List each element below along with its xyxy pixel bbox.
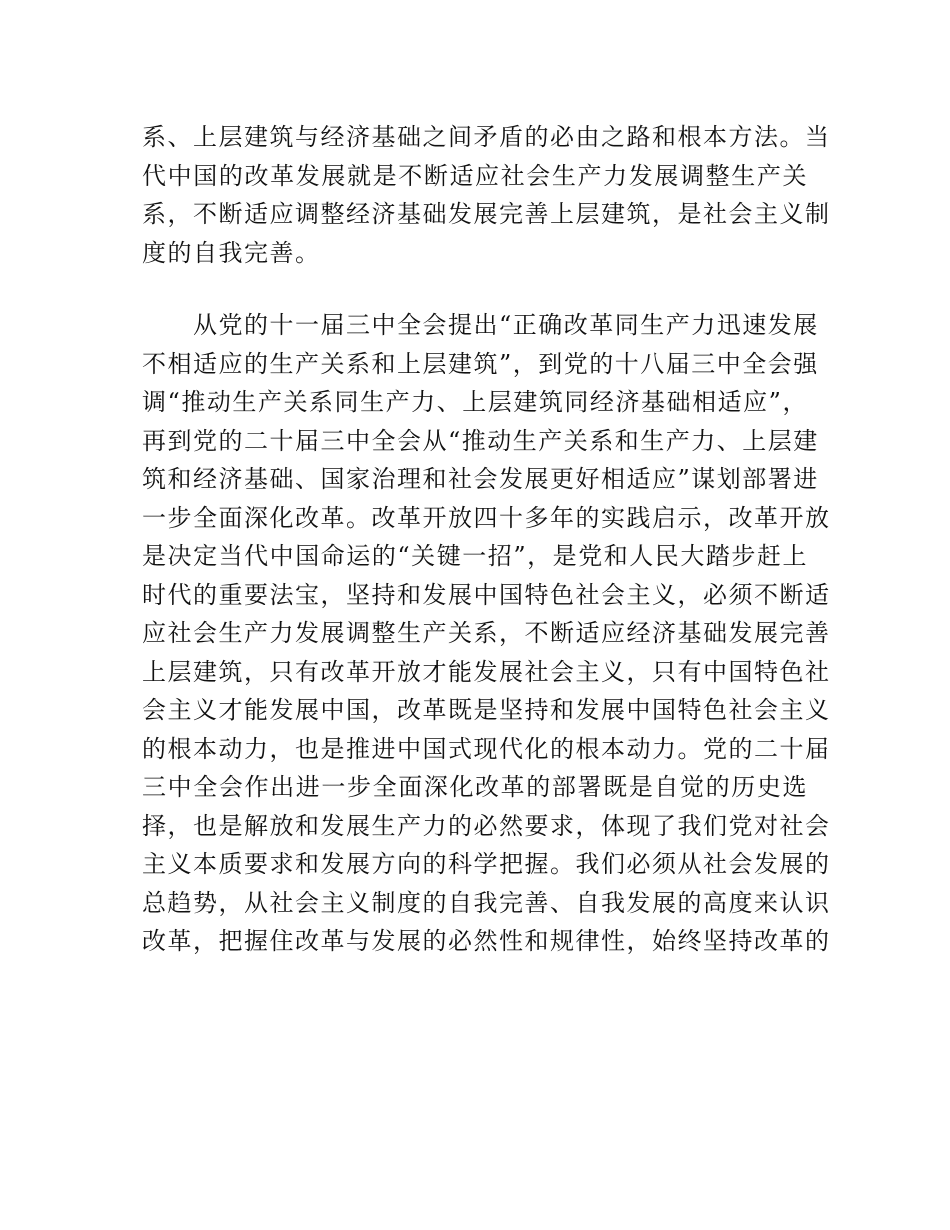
paragraph-line: 择，也是解放和发展生产力的必然要求，体现了我们党对社会: [142, 811, 831, 840]
paragraph-line: 度的自我完善。: [142, 238, 321, 267]
paragraph-line: 上层建筑，只有改革开放才能发展社会主义，只有中国特色社: [142, 657, 831, 686]
paragraph-line: 主义本质要求和发展方向的科学把握。我们必须从社会发展的: [142, 850, 831, 878]
paragraph-line: 总趋势，从社会主义制度的自我完善、自我发展的高度来认识: [142, 888, 831, 917]
paragraph-line: 一步全面深化改革。改革开放四十多年的实践启示，改革开放: [142, 503, 831, 532]
paragraph-line: 会主义才能发展中国，改革既是坚持和发展中国特色社会主义: [142, 696, 831, 724]
paragraph-line: 从党的十一届三中全会提出“正确改革同生产力迅速发展: [142, 311, 819, 339]
paragraph-2: [142, 306, 831, 961]
paragraph-line: 应社会生产力发展调整生产关系，不断适应经济基础发展完善: [142, 619, 831, 647]
paragraph-line: 的根本动力，也是推进中国式现代化的根本动力。党的二十届: [142, 734, 831, 763]
paragraph-1: [142, 118, 831, 272]
paragraph-line: 是决定当代中国命运的“关键一招”，是党和人民大踏步赶上: [142, 542, 808, 570]
paragraph-line: 不相适应的生产关系和上层建筑”，到党的十八届三中全会强: [142, 349, 819, 378]
paragraph-line: 系，不断适应调整经济基础发展完善上层建筑，是社会主义制: [142, 200, 831, 228]
paragraph-line: 代中国的改革发展就是不断适应社会生产力发展调整生产关: [142, 161, 808, 190]
paragraph-line: 筑和经济基础、国家治理和社会发展更好相适应”谋划部署进: [142, 465, 819, 493]
paragraph-line: 系、上层建筑与经济基础之间矛盾的必由之路和根本方法。当: [142, 123, 831, 151]
paragraph-line: 时代的重要法宝，坚持和发展中国特色社会主义，必须不断适: [142, 580, 831, 609]
paragraph-line: 三中全会作出进一步全面深化改革的部署既是自觉的历史选: [142, 773, 808, 801]
paragraph-line: 改革，把握住改革与发展的必然性和规律性，始终坚持改革的: [142, 927, 831, 955]
paragraph-line: 调“推动生产关系同生产力、上层建筑同经济基础相适应”，: [142, 388, 808, 416]
paragraph-line: 再到党的二十届三中全会从“推动生产关系和生产力、上层建: [142, 426, 819, 455]
